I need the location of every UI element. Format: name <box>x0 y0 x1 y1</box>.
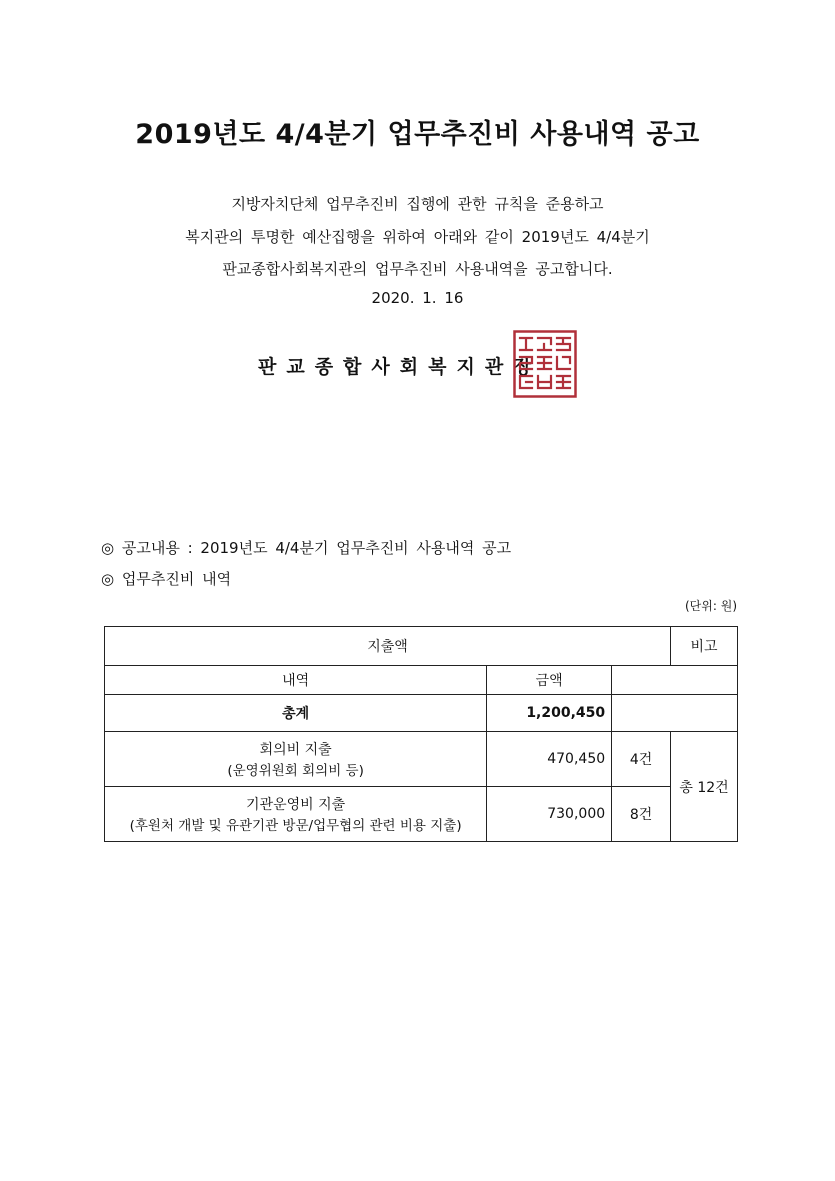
header-note: 비고 <box>671 627 738 666</box>
row-title: 기관운영비 지출 <box>246 797 346 813</box>
row-item <box>105 732 487 787</box>
page-title: 2019년도 4/4분기 업무추진비 사용내역 공고 <box>135 119 700 150</box>
expense-section-heading: ◎ 업무추진비 내역 <box>101 570 232 588</box>
organization-name: 판교종합사회복지관장 <box>258 356 542 378</box>
row-count: 4건 <box>612 732 671 787</box>
subheader-item: 내역 <box>105 666 487 695</box>
unit-label: (단위: 원) <box>685 599 737 613</box>
table-row <box>105 787 738 842</box>
total-note-empty <box>612 695 738 732</box>
table-header-row <box>105 627 738 666</box>
intro-line-1: 지방자치단체 업무추진비 집행에 관한 규칙을 준용하고 <box>231 195 604 213</box>
notice-content-line: ◎ 공고내용 : 2019년도 4/4분기 업무추진비 사용내역 공고 <box>101 539 512 557</box>
table-total-row <box>105 695 738 732</box>
expense-table <box>104 626 738 842</box>
total-amount: 1,200,450 <box>487 695 612 732</box>
notice-date: 2020. 1. 16 <box>371 289 464 307</box>
row-amount: 470,450 <box>487 732 612 787</box>
row-title: 회의비 지출 <box>259 742 332 758</box>
row-detail: (후원처 개발 및 유관기관 방문/업무협의 관련 비용 지출) <box>129 818 462 834</box>
intro-line-3: 판교종합사회복지관의 업무추진비 사용내역을 공고합니다. <box>222 260 613 278</box>
official-seal-icon <box>513 330 577 398</box>
intro-line-2: 복지관의 투명한 예산집행을 위하여 아래와 같이 2019년도 4/4분기 <box>185 228 650 246</box>
table-row <box>105 732 738 787</box>
row-detail: (운영위원회 회의비 등) <box>227 763 364 779</box>
table-subheader-row <box>105 666 738 695</box>
header-spend: 지출액 <box>105 627 671 666</box>
subheader-amount: 금액 <box>487 666 612 695</box>
row-item <box>105 787 487 842</box>
total-count: 총 12건 <box>671 732 738 842</box>
subheader-empty <box>612 666 738 695</box>
total-label: 총계 <box>105 695 487 732</box>
row-count: 8건 <box>612 787 671 842</box>
row-amount: 730,000 <box>487 787 612 842</box>
